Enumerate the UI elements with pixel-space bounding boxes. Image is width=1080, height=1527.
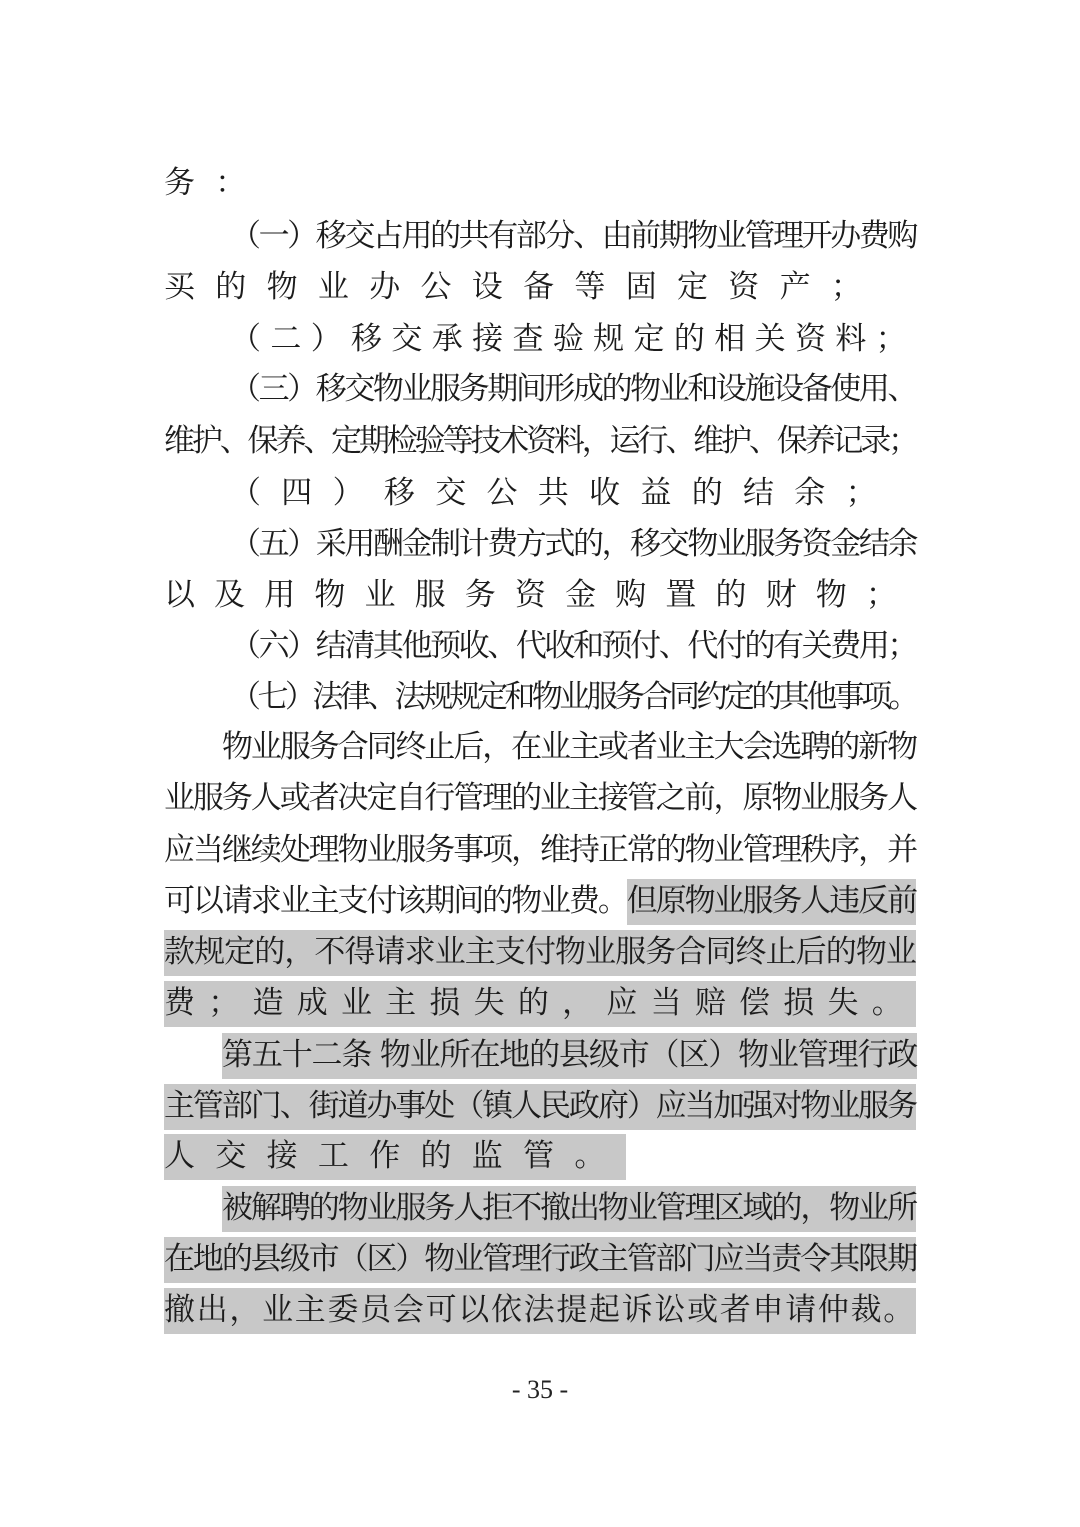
text-line — [164, 978, 916, 1028]
text-line — [230, 621, 916, 671]
highlighted-text: 第五十二条 物业所在地的县级市（区）物业管理行政 — [222, 1033, 917, 1079]
text-line — [230, 672, 916, 722]
text-line — [230, 364, 916, 414]
text-line — [164, 1131, 626, 1181]
text-line — [164, 1234, 916, 1284]
text-segment: 以及用物业服务资金购置的财物； — [164, 577, 916, 613]
text-segment: （二）移交承接查验规定的相关资料； — [230, 321, 916, 357]
text-segment: 可以请求业主支付该期间的物业费。 — [164, 883, 627, 919]
text-line — [230, 468, 897, 518]
text-line — [164, 825, 916, 875]
text-segment: （七）法律、法规规定和物业服务合同约定的其他事项。 — [230, 679, 916, 715]
text-segment: 买的物业办公设备等固定资产； — [164, 269, 883, 305]
text-line — [230, 519, 916, 569]
text-line — [164, 773, 916, 823]
highlighted-text: 款规定的，不得请求业主支付物业服务合同终止后的物业 — [164, 930, 916, 976]
text-segment: （一）移交占用的共有部分、由前期物业管理开办费购 — [230, 218, 916, 254]
text-line — [164, 927, 916, 977]
text-line — [230, 314, 916, 364]
text-segment: 物业服务合同终止后，在业主或者业主大会选聘的新物 — [222, 729, 916, 765]
text-line — [164, 1285, 916, 1335]
page-number: - 35 - — [511, 1375, 569, 1404]
text-line — [164, 876, 916, 926]
text-segment: （五）采用酬金制计费方式的，移交物业服务资金结余 — [230, 526, 916, 562]
highlighted-text: 但原物业服务人违反前 — [627, 879, 916, 925]
text-line — [222, 1183, 916, 1233]
text-segment: 务： — [164, 165, 267, 201]
text-line — [222, 722, 916, 772]
text-segment: （六）结清其他预收、代收和预付、代付的有关费用； — [230, 628, 916, 664]
text-segment: （三）移交物业服务期间形成的物业和设施设备使用、 — [230, 371, 916, 407]
highlighted-text: 在地的县级市（区）物业管理行政主管部门应当责令其限期 — [164, 1237, 916, 1283]
text-segment: 应当继续处理物业服务事项，维持正常的物业管理秩序，并 — [164, 832, 916, 868]
text-line — [164, 570, 916, 620]
text-line — [164, 158, 267, 208]
text-segment: 业服务人或者决定自行管理的业主接管之前，原物业服务人 — [164, 780, 916, 816]
highlighted-text: 人交接工作的监管。 — [164, 1134, 626, 1180]
highlighted-text: 撤出，业主委员会可以依法提起诉讼或者申请仲裁。 — [164, 1288, 916, 1334]
text-line — [164, 262, 882, 312]
text-line — [222, 1030, 917, 1080]
text-line — [164, 416, 916, 466]
text-line — [164, 1081, 916, 1131]
text-segment: 维护、保养、定期检验等技术资料，运行、维护、保养记录； — [164, 423, 916, 459]
highlighted-text: 费；造成业主损失的，应当赔偿损失。 — [164, 981, 916, 1027]
text-line — [230, 211, 916, 261]
highlighted-text: 被解聘的物业服务人拒不撤出物业管理区域的，物业所 — [222, 1186, 916, 1232]
text-segment: （四）移交公共收益的结余； — [230, 475, 897, 511]
highlighted-text: 主管部门、街道办事处（镇人民政府）应当加强对物业服务 — [164, 1084, 916, 1130]
